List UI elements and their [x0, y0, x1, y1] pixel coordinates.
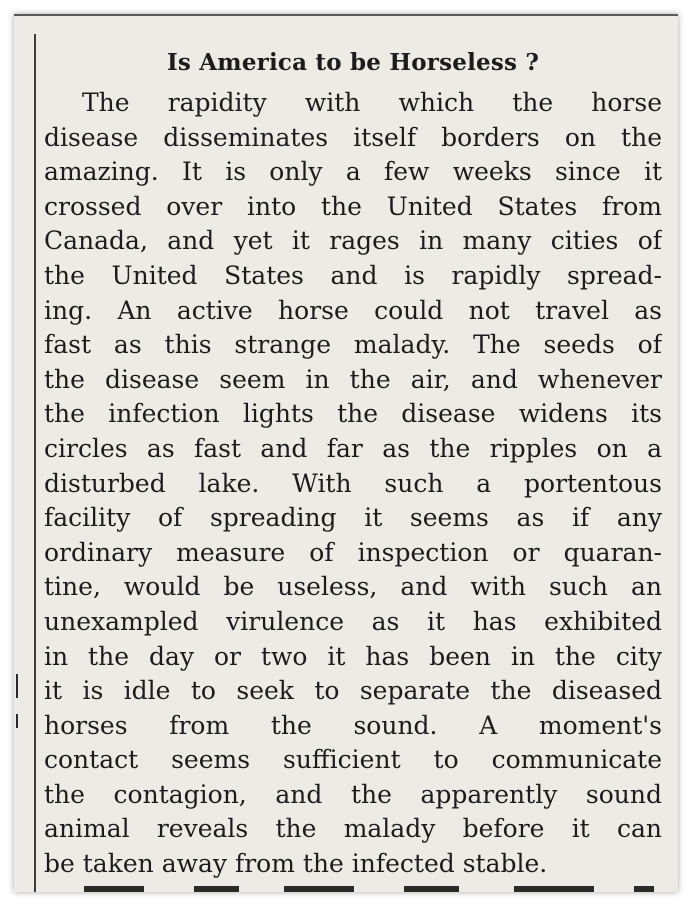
top-rule [14, 14, 678, 16]
article-line: Canada, and yet it rages in many cities of [44, 226, 662, 256]
newspaper-clipping [14, 14, 678, 892]
column-rule [34, 34, 36, 892]
article-line: circles as fast and far as the ripples on a [44, 433, 662, 463]
article-line: it is idle to seek to separate the diseased [44, 676, 662, 706]
article [44, 48, 662, 882]
article-line: ing. An active horse could not travel as [44, 295, 662, 325]
article-line: disturbed lake. With such a portentous [44, 468, 662, 498]
article-line: animal reveals the malady before it can [44, 814, 662, 844]
article-line: the contagion, and the apparently sound [44, 779, 662, 809]
article-line: ordinary measure of inspection or quaran- [44, 537, 662, 567]
margin-mark [16, 674, 18, 698]
article-line: the United States and is rapidly spread- [44, 260, 662, 290]
article-line: crossed over into the United States from [44, 191, 662, 221]
cut-off-next-line [44, 886, 662, 892]
article-line: horses from the sound. A moment's [44, 710, 662, 740]
article-headline: Is America to be Horseless ? [166, 49, 540, 76]
article-line: contact seems sufficient to communicate [44, 745, 662, 775]
article-line: facility of spreading it seems as if any [44, 503, 662, 533]
article-line: the disease seem in the air, and whenever [44, 364, 662, 394]
article-line: tine, would be useless, and with such an [44, 572, 662, 602]
article-line: unexampled virulence as it has exhibited [44, 606, 662, 636]
article-line: The rapidity with which the horse [82, 88, 662, 117]
article-line: disease disseminates itself borders on the [44, 122, 662, 152]
margin-mark [16, 714, 18, 728]
article-line: fast as this strange malady. The seeds of [44, 330, 662, 360]
article-line: be taken away from the infected stable. [44, 849, 548, 879]
article-line: amazing. It is only a few weeks since it [44, 157, 662, 187]
article-line: the infection lights the disease widens its [44, 399, 662, 429]
article-body [44, 86, 662, 882]
article-line: in the day or two it has been in the city [44, 641, 662, 671]
